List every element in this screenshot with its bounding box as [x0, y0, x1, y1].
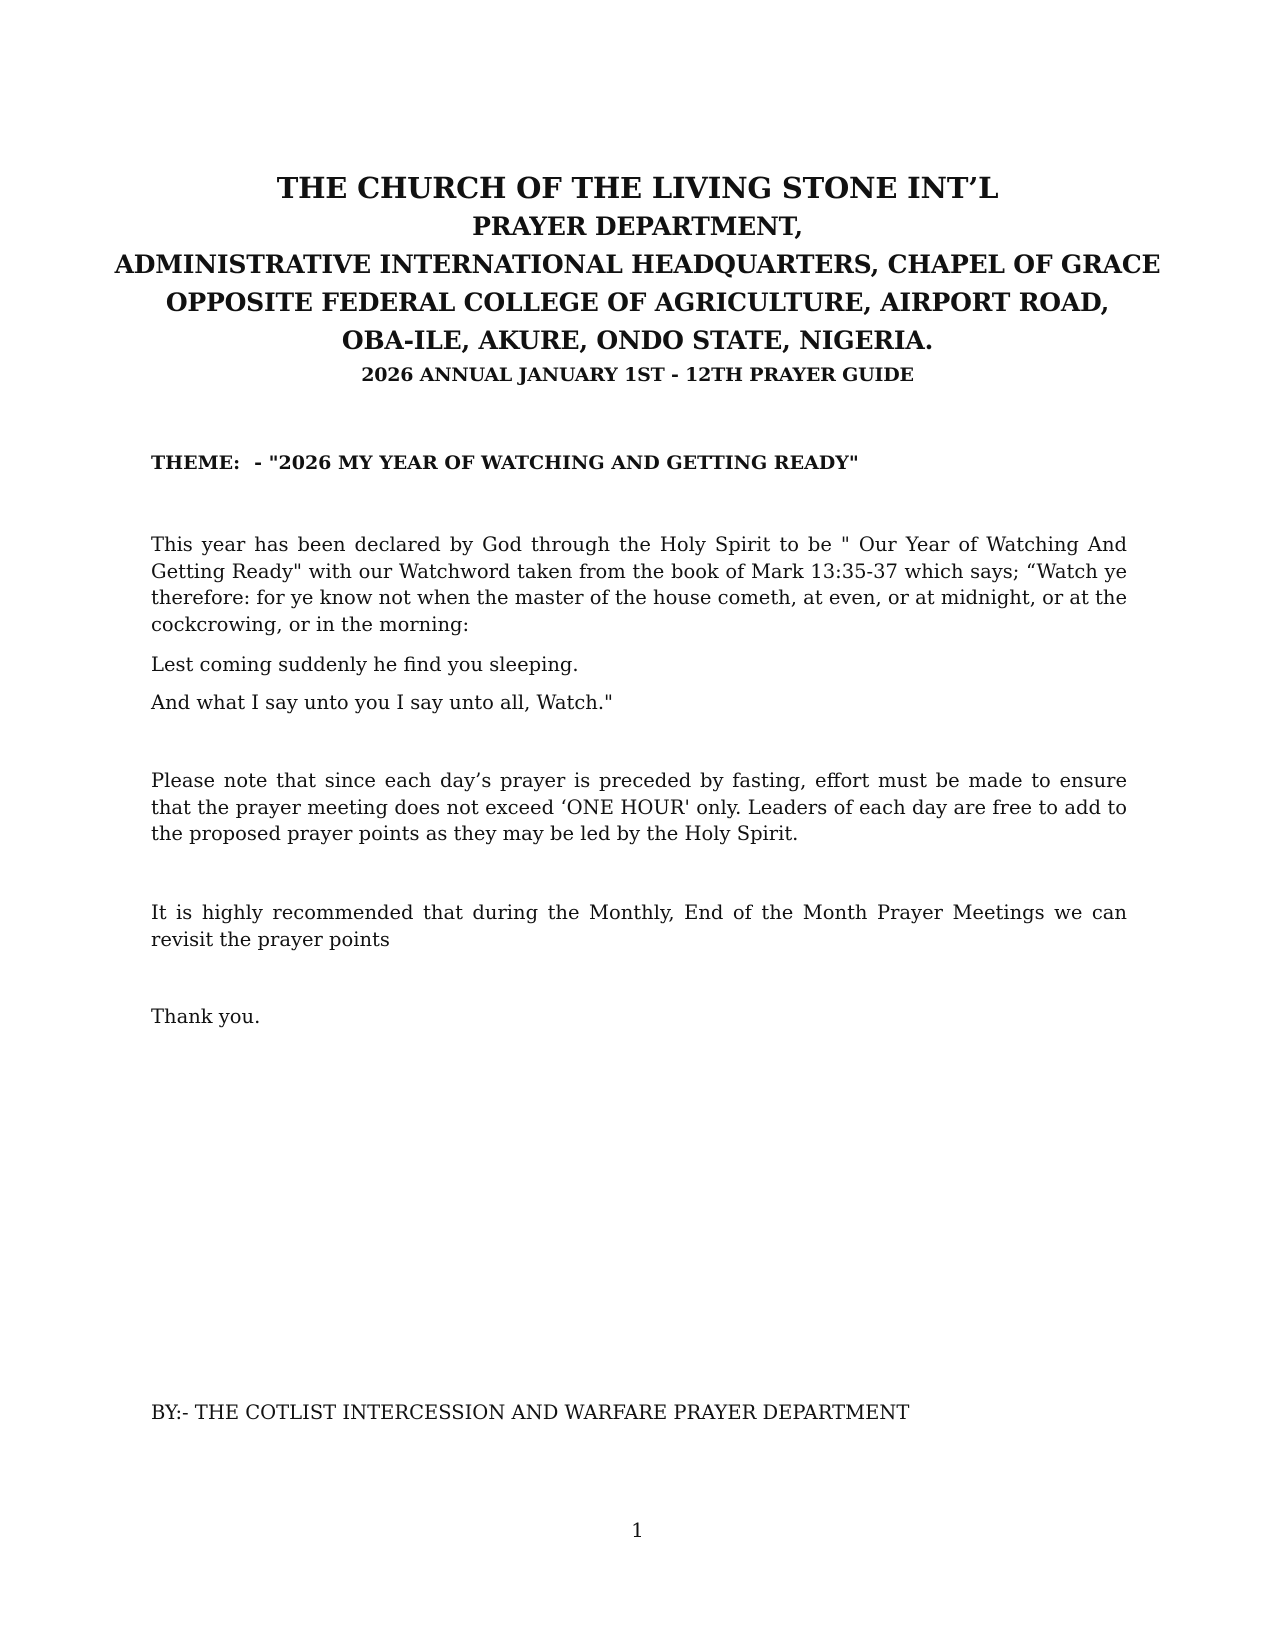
department-name: PRAYER DEPARTMENT, — [472, 212, 803, 241]
church-name: THE CHURCH OF THE LIVING STONE INT’L — [276, 171, 999, 205]
intro-paragraph: This year has been declared by God through the Holy Spirit to be " Our Year of Watching And Getting Ready" with our Watchword taken from the book of Mark 13:35-37 which says; “Watch ye therefore: for ye know not when the master of the house cometh, at even, or at midnight, or at the cockcrowing, or in the morning: — [151, 533, 1127, 636]
thank-you-line: Thank you. — [151, 1005, 261, 1028]
theme-line — [151, 452, 859, 474]
address-line-3: OBA-ILE, AKURE, ONDO STATE, NIGERIA. — [341, 326, 934, 355]
scripture-line-lest: Lest coming suddenly he find you sleeping. — [151, 653, 579, 676]
theme-label: THEME: — [151, 452, 241, 474]
by-line: BY:- THE COTLIST INTERCESSION AND WARFARE PRAYER DEPARTMENT — [151, 1401, 910, 1424]
scripture-line-watch: And what I say unto you I say unto all, Watch." — [151, 691, 613, 714]
theme-text: - "2026 MY YEAR OF WATCHING AND GETTING READY" — [254, 452, 859, 474]
recommendation-paragraph: It is highly recommended that during the Monthly, End of the Month Prayer Meetings we can revisit the prayer points — [151, 901, 1127, 951]
fasting-note-paragraph: Please note that since each day’s prayer is preceded by fasting, effort must be made to ensure that the prayer meeting does not exceed ‘ONE HOUR' only. Leaders of each day are free to add to the proposed prayer points as they may be led by the Holy Spirit. — [151, 769, 1127, 845]
address-line-1: ADMINISTRATIVE INTERNATIONAL HEADQUARTERS, CHAPEL OF GRACE — [114, 250, 1161, 279]
guide-title: 2026 ANNUAL JANUARY 1ST - 12TH PRAYER GUIDE — [361, 364, 914, 386]
document-header — [0, 168, 1275, 390]
address-line-2: OPPOSITE FEDERAL COLLEGE OF AGRICULTURE, AIRPORT ROAD, — [165, 288, 1110, 317]
page-number: 1 — [631, 1518, 644, 1542]
